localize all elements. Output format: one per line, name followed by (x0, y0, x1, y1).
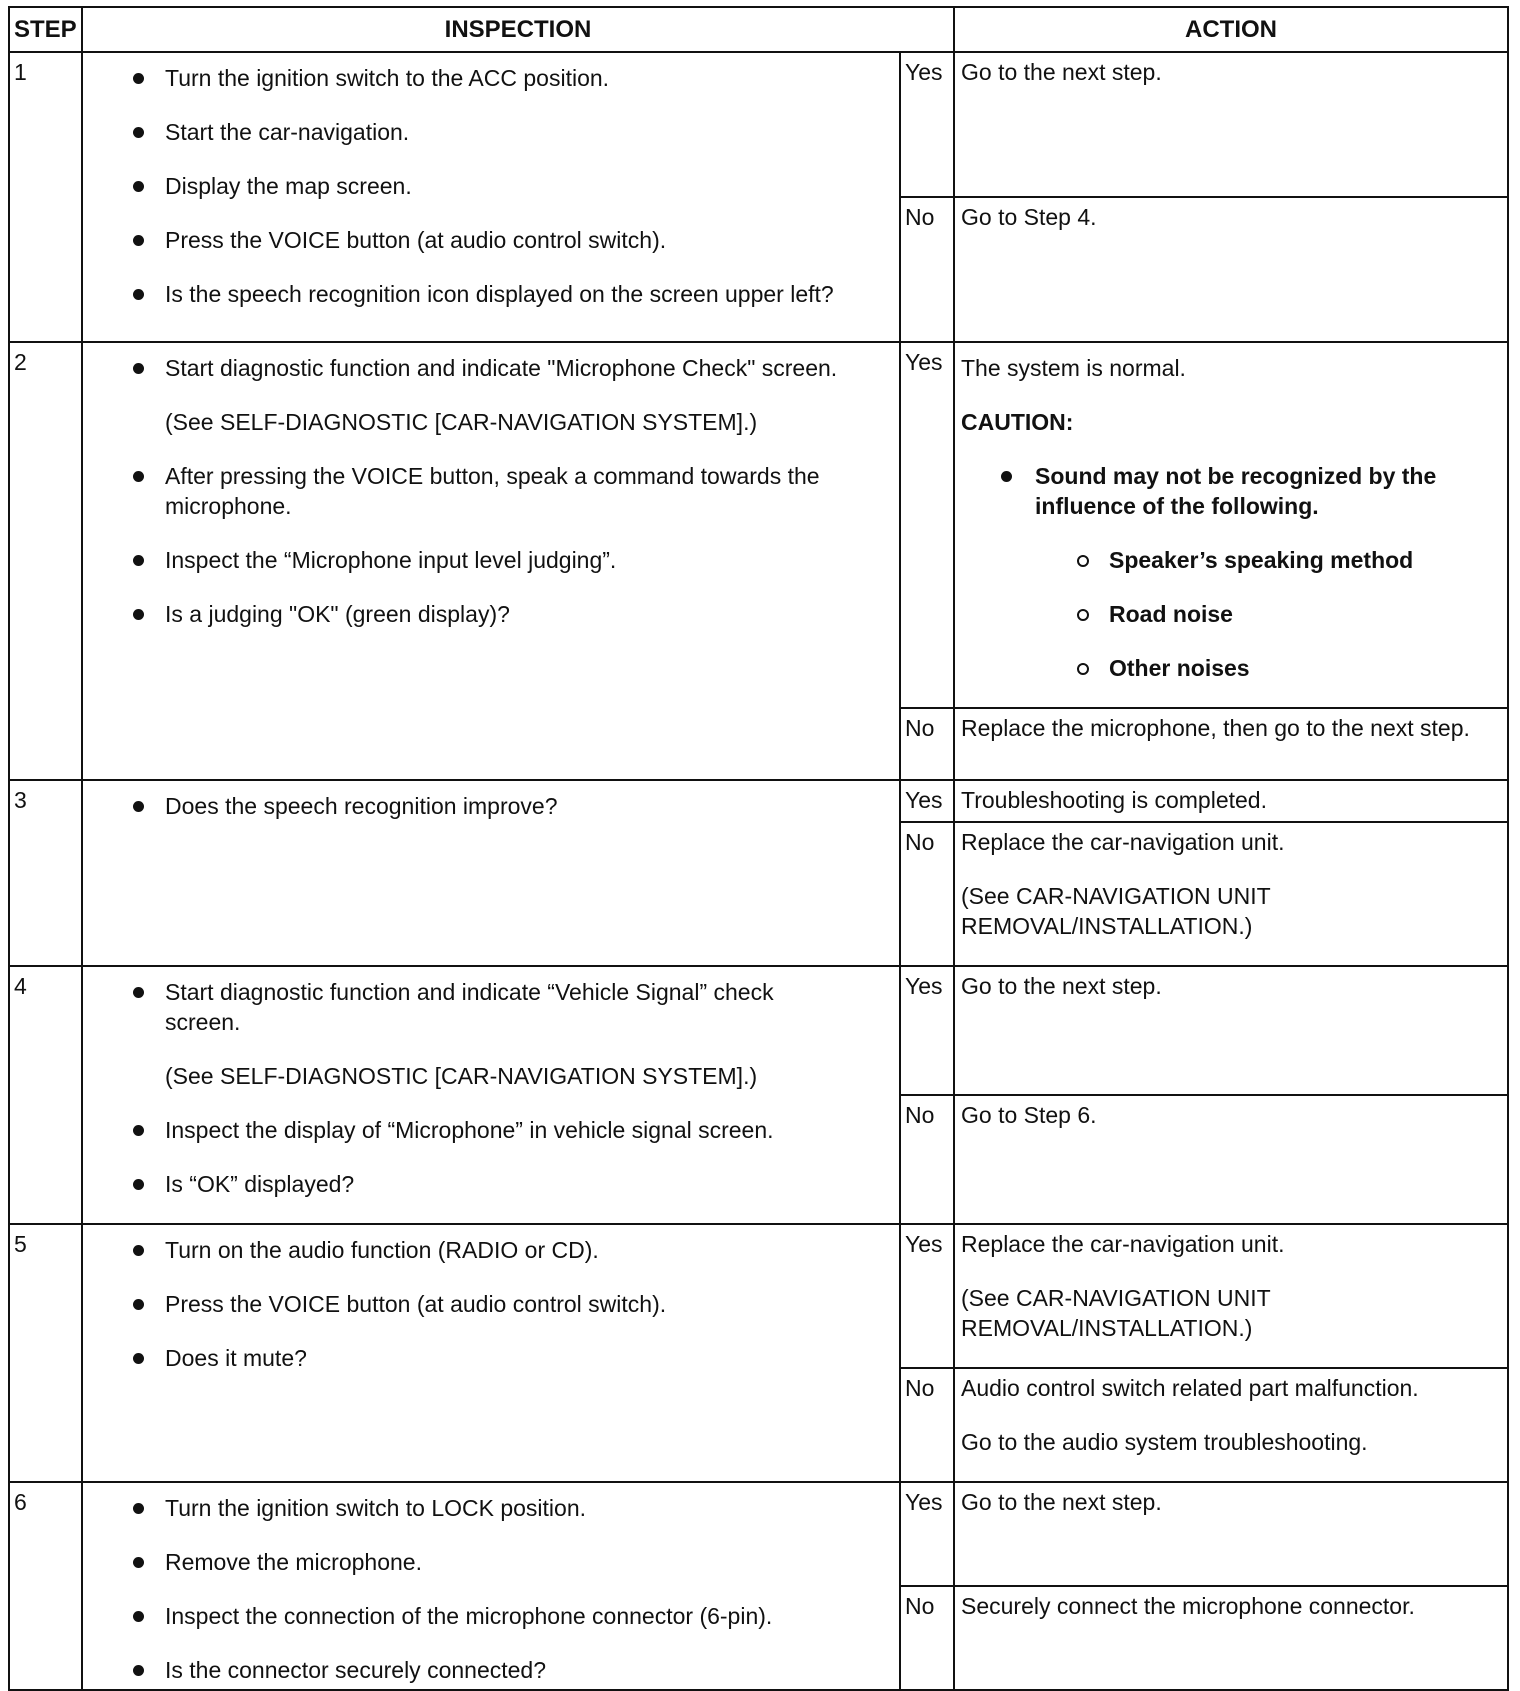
yes-label: Yes (900, 780, 954, 822)
action-cell (954, 1368, 1508, 1482)
inspection-item (83, 353, 899, 437)
step-4-yes-row (9, 966, 1508, 1095)
inspection-item: Turn the ignition switch to LOCK position. (83, 1493, 899, 1523)
action-cell: Go to Step 6. (954, 1095, 1508, 1224)
action-cell (954, 1224, 1508, 1368)
inspection-cell (82, 1224, 900, 1482)
step-5-yes-row (9, 1224, 1508, 1368)
inspection-text: Start diagnostic function and indicate "Microphone Check" screen. (165, 355, 838, 381)
caution-subitem: Speaker’s speaking method (1035, 545, 1501, 575)
no-label: No (900, 1368, 954, 1482)
inspection-item: Is a judging "OK" (green display)? (83, 599, 899, 629)
inspection-item: Turn the ignition switch to the ACC position. (83, 63, 899, 93)
caution-sublist (1035, 545, 1501, 683)
inspection-item (83, 977, 899, 1091)
step-number: 1 (9, 52, 82, 342)
caution-subitem: Road noise (1035, 599, 1501, 629)
inspection-item: Does the speech recognition improve? (83, 791, 899, 821)
inspection-item: After pressing the VOICE button, speak a command towards the microphone. (83, 461, 899, 521)
caution-subitem: Other noises (1035, 653, 1501, 683)
inspection-list (83, 1235, 899, 1373)
action-text: Replace the car-navigation unit. (961, 829, 1285, 855)
caution-item (961, 461, 1501, 683)
action-reference: (See CAR-NAVIGATION UNIT REMOVAL/INSTALLATION.) (961, 1285, 1271, 1341)
no-label: No (900, 1095, 954, 1224)
inspection-cell (82, 1482, 900, 1690)
yes-label: Yes (900, 966, 954, 1095)
no-label: No (900, 1586, 954, 1690)
step-number: 4 (9, 966, 82, 1224)
action-cell: Securely connect the microphone connector. (954, 1586, 1508, 1690)
action-cell: Replace the microphone, then go to the next step. (954, 708, 1508, 780)
inspection-list (83, 353, 899, 629)
caution-text: Sound may not be recognized by the influence of the following. (1035, 463, 1437, 519)
step-3-yes-row (9, 780, 1508, 822)
inspection-item: Inspect the “Microphone input level judging”. (83, 545, 899, 575)
step-2-yes-row (9, 342, 1508, 708)
step-number: 5 (9, 1224, 82, 1482)
action-header: ACTION (954, 7, 1508, 52)
troubleshooting-table (8, 6, 1509, 1691)
action-cell: Go to the next step. (954, 1482, 1508, 1586)
action-cell: Go to Step 4. (954, 197, 1508, 342)
inspection-list (83, 63, 899, 309)
inspection-item: Is the connector securely connected? (83, 1655, 899, 1685)
action-text: Audio control switch related part malfunction. (961, 1375, 1419, 1401)
inspection-item: Inspect the display of “Microphone” in vehicle signal screen. (83, 1115, 899, 1145)
header-row (9, 7, 1508, 52)
no-label: No (900, 822, 954, 966)
inspection-item: Inspect the connection of the microphone connector (6-pin). (83, 1601, 899, 1631)
step-header: STEP (9, 7, 82, 52)
action-cell: Go to the next step. (954, 52, 1508, 197)
no-label: No (900, 197, 954, 342)
step-6-yes-row (9, 1482, 1508, 1586)
inspection-item: Is “OK” displayed? (83, 1169, 899, 1199)
inspection-item: Press the VOICE button (at audio control switch). (83, 225, 899, 255)
action-text: Replace the car-navigation unit. (961, 1231, 1285, 1257)
yes-label: Yes (900, 1482, 954, 1586)
inspection-item: Remove the microphone. (83, 1547, 899, 1577)
inspection-list (83, 977, 899, 1199)
caution-list (961, 461, 1501, 683)
action-cell (954, 822, 1508, 966)
action-reference: (See CAR-NAVIGATION UNIT REMOVAL/INSTALLATION.) (961, 883, 1271, 939)
step-number: 6 (9, 1482, 82, 1690)
inspection-text: Start diagnostic function and indicate “Vehicle Signal” check screen. (165, 979, 774, 1035)
inspection-header: INSPECTION (82, 7, 954, 52)
action-cell: Go to the next step. (954, 966, 1508, 1095)
yes-label: Yes (900, 1224, 954, 1368)
inspection-list (83, 1493, 899, 1685)
caution-title: CAUTION: (961, 409, 1074, 435)
action-cell (954, 342, 1508, 708)
action-text: Go to the audio system troubleshooting. (961, 1429, 1368, 1455)
inspection-item: Display the map screen. (83, 171, 899, 201)
yes-label: Yes (900, 342, 954, 708)
inspection-item: Press the VOICE button (at audio control switch). (83, 1289, 899, 1319)
inspection-reference: (See SELF-DIAGNOSTIC [CAR-NAVIGATION SYSTEM].) (165, 409, 758, 435)
inspection-list (83, 791, 899, 821)
yes-label: Yes (900, 52, 954, 197)
inspection-item: Start the car-navigation. (83, 117, 899, 147)
step-1-yes-row (9, 52, 1508, 197)
inspection-cell (82, 52, 900, 342)
inspection-item: Turn on the audio function (RADIO or CD). (83, 1235, 899, 1265)
step-number: 2 (9, 342, 82, 780)
inspection-cell (82, 342, 900, 780)
action-cell: Troubleshooting is completed. (954, 780, 1508, 822)
inspection-item: Is the speech recognition icon displayed on the screen upper left? (83, 279, 899, 309)
inspection-cell (82, 966, 900, 1224)
step-number: 3 (9, 780, 82, 966)
inspection-reference: (See SELF-DIAGNOSTIC [CAR-NAVIGATION SYSTEM].) (165, 1063, 758, 1089)
action-text: The system is normal. (961, 355, 1186, 381)
no-label: No (900, 708, 954, 780)
inspection-cell (82, 780, 900, 966)
inspection-item: Does it mute? (83, 1343, 899, 1373)
